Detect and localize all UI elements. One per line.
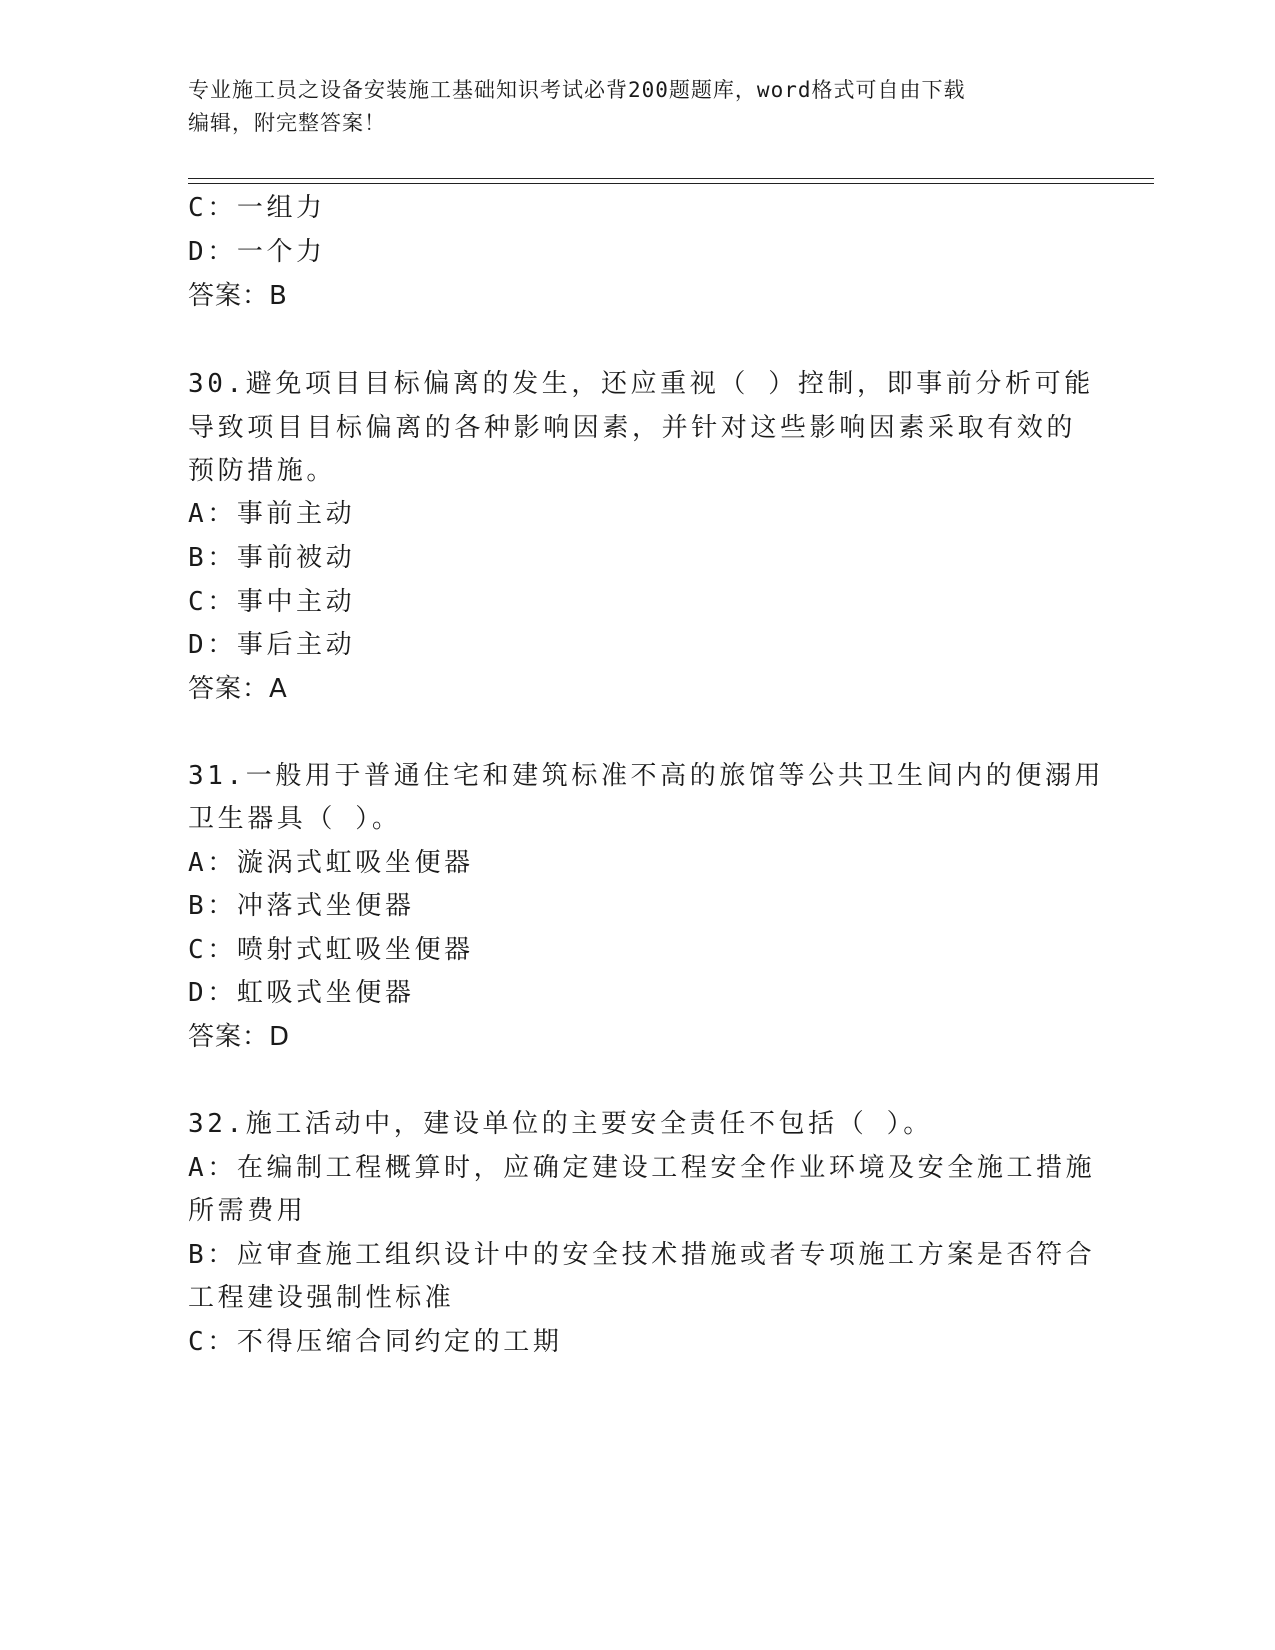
q30-option-d: D：事后主动 xyxy=(188,630,356,660)
header-divider-bottom xyxy=(188,183,1154,184)
q32-option-a-line-1: A：在编制工程概算时，应确定建设工程安全作业环境及安全施工措施 xyxy=(188,1153,1096,1183)
page-header xyxy=(188,74,1088,140)
q30-stem-line-3: 预防措施。 xyxy=(188,456,337,486)
header-line-1: 专业施工员之设备安装施工基础知识考试必背200题题库，word格式可自由下载 xyxy=(188,78,966,102)
q31-stem-line-2: 卫生器具（ ）。 xyxy=(188,804,402,834)
q31-option-b: B：冲落式坐便器 xyxy=(188,891,415,921)
q32-option-c: C：不得压缩合同约定的工期 xyxy=(188,1327,563,1357)
q31-answer: 答案：D xyxy=(188,1022,291,1052)
header-line-2: 编辑，附完整答案！ xyxy=(188,111,386,135)
q30-stem-line-2: 导致项目目标偏离的各种影响因素，并针对这些影响因素采取有效的 xyxy=(188,413,1077,443)
q30-option-b: B：事前被动 xyxy=(188,543,356,573)
q29-option-d: D：一个力 xyxy=(188,237,326,267)
header-divider-top xyxy=(188,178,1154,179)
q30-option-a: A：事前主动 xyxy=(188,499,356,529)
q32-option-b-line-1: B：应审查施工组织设计中的安全技术措施或者专项施工方案是否符合 xyxy=(188,1240,1096,1270)
q32-option-b-line-2: 工程建设强制性标准 xyxy=(188,1283,455,1313)
q32-stem-line-1: 32.施工活动中，建设单位的主要安全责任不包括（ ）。 xyxy=(188,1109,933,1139)
q32-option-a-line-2: 所需费用 xyxy=(188,1196,307,1226)
q31-option-c: C：喷射式虹吸坐便器 xyxy=(188,935,474,965)
q31-option-a: A：漩涡式虹吸坐便器 xyxy=(188,848,474,878)
q30-option-c: C：事中主动 xyxy=(188,587,356,617)
q30-answer: 答案：A xyxy=(188,674,288,704)
q29-option-c: C：一组力 xyxy=(188,193,326,223)
q31-stem-line-1: 31.一般用于普通住宅和建筑标准不高的旅馆等公共卫生间内的便溺用 xyxy=(188,761,1105,791)
q29-answer: 答案：B xyxy=(188,281,288,311)
q31-option-d: D：虹吸式坐便器 xyxy=(188,978,415,1008)
q30-stem-line-1: 30.避免项目目标偏离的发生，还应重视（ ）控制，即事前分析可能 xyxy=(188,369,1094,399)
